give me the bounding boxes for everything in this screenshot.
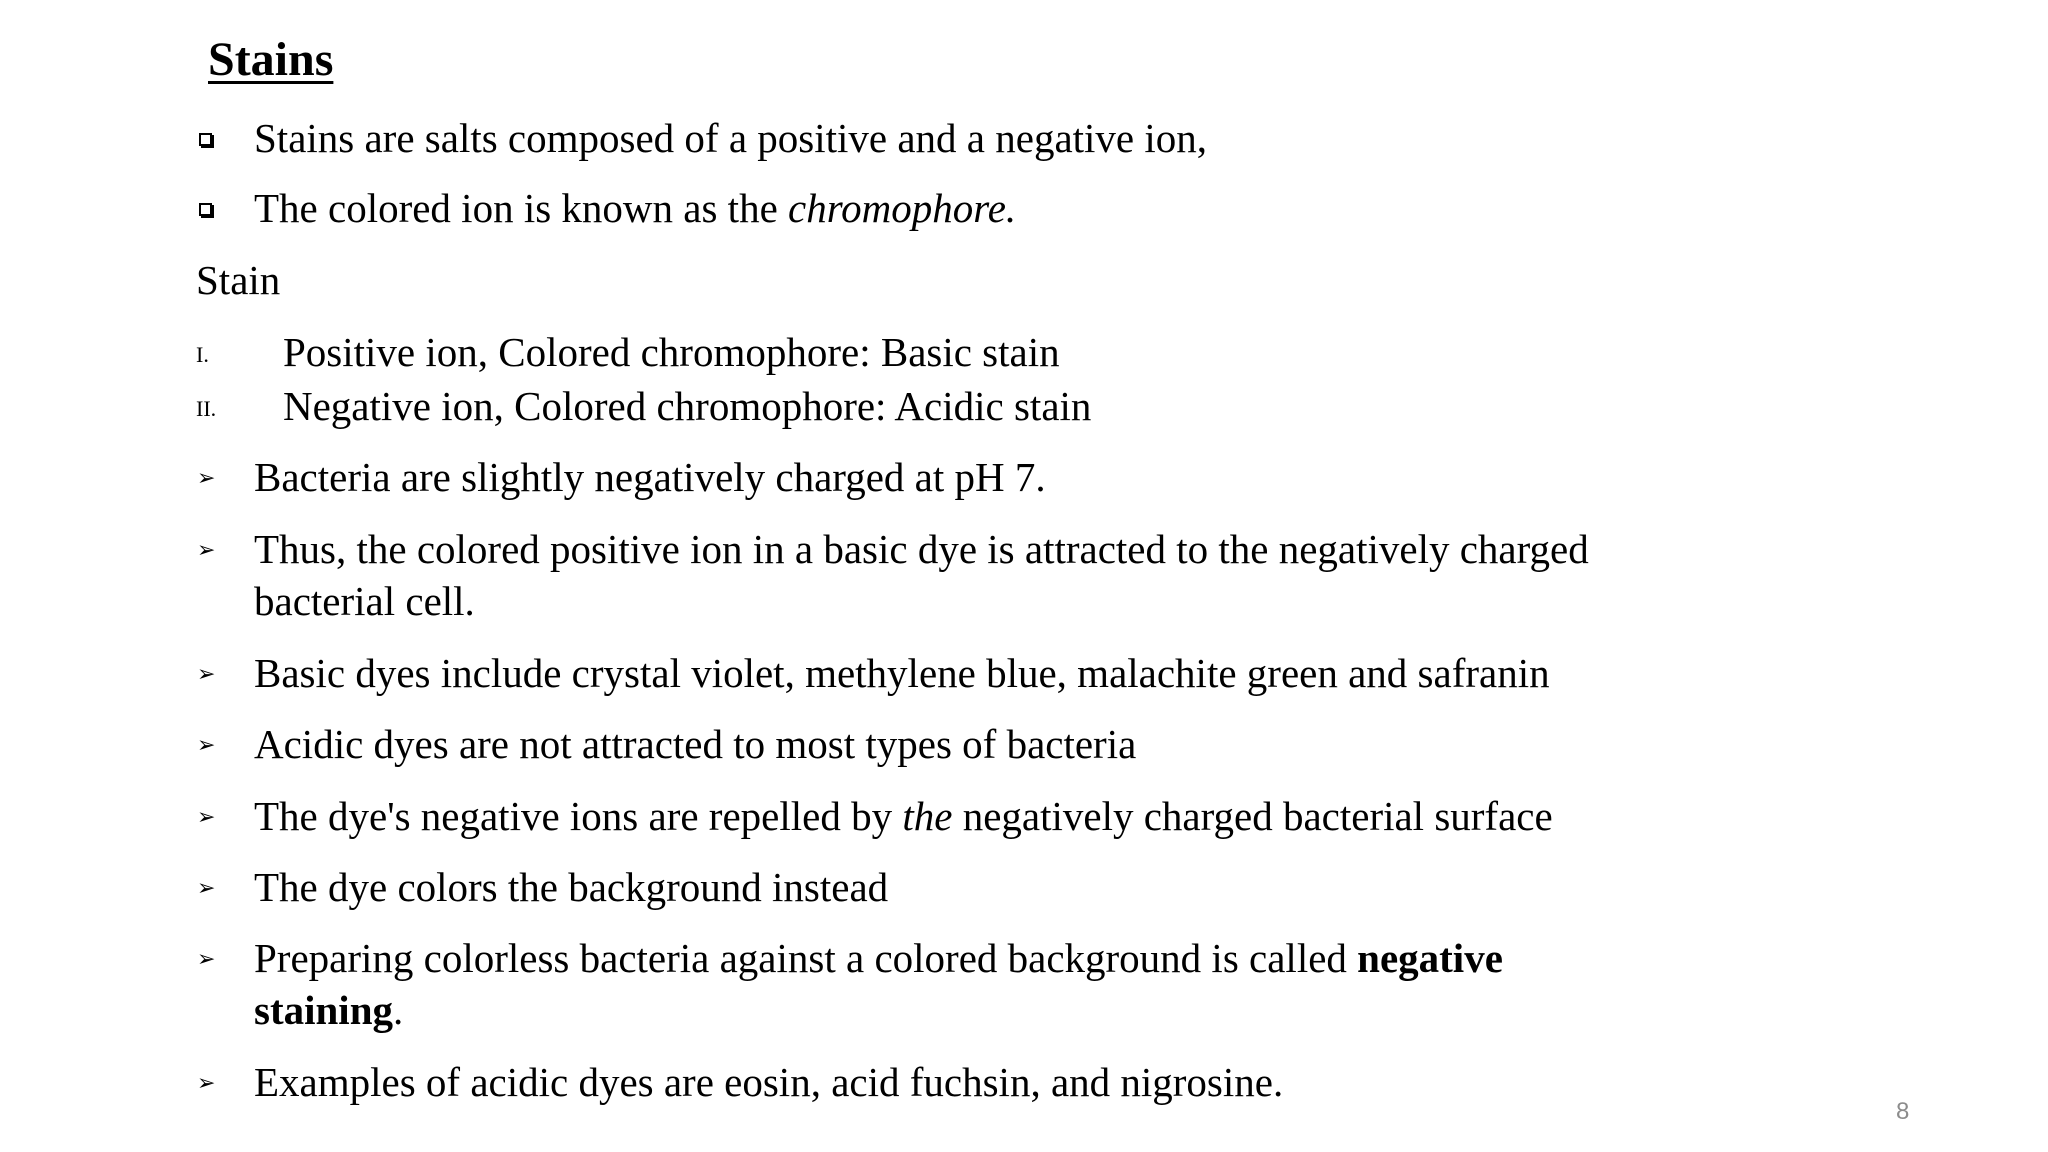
list-item-text: Examples of acidic dyes are eosin, acid fuchsin, and nigrosine. <box>254 1059 1284 1105</box>
arrow-bullet-icon: ➢ <box>197 947 216 972</box>
list-item-text: The dye colors the background instead <box>254 864 889 910</box>
list-item-text: bacterial cell. <box>254 578 475 624</box>
list-item-text: Acidic dyes are not attracted to most types of bacteria <box>254 721 1137 767</box>
page-number: 8 <box>1896 1098 1910 1125</box>
list-item-text: Thus, the colored positive ion in a basic dye is attracted to the negatively charged <box>254 526 1589 572</box>
roman-item-text: Positive ion, Colored chromophore: Basic stain <box>283 329 1060 375</box>
list-item-text: Bacteria are slightly negatively charged at pH 7. <box>254 454 1046 500</box>
list-item-text: Preparing colorless bacteria against a colored background is called negative <box>254 935 1503 981</box>
arrow-bullet-icon: ➢ <box>197 733 216 758</box>
list-item-text: The dye's negative ions are repelled by the negatively charged bacterial surface <box>254 793 1553 839</box>
negative-staining-term: negative <box>1357 935 1503 981</box>
slide-title: Stains <box>208 33 334 86</box>
chromophore-term: chromophore. <box>788 185 1017 231</box>
arrow-bullet-icon: ➢ <box>197 662 216 687</box>
roman-marker: I. <box>196 342 209 367</box>
slide: Stains Stains are salts composed of a positive and a negative ion, The colored ion is known as the chromophore. Stain I. Positive ion, Colored chromophore: Basic stain II. Negative ion, Colored chromophore: Acidic stain ➢ Bacteria are slightly negatively charged at pH 7. ➢ Thus, the colored positive ion in a basic dye is attracted to the negatively charged bacterial cell. ➢ Basic dyes include crystal violet, methylene blue, malachite green and safranin ➢ Acidic dyes are not attracted to most types of bacteria ➢ The dye's negative ions are repelled by the negatively charged bacterial surface ➢ The dye colors the background instead ➢ Preparing colorless bacteria against a colored background is called negative staining. ➢ Examples of acidic dyes are eosin, acid fuchsin, and nigrosine. 8 <box>0 0 2048 1152</box>
arrow-bullet-icon: ➢ <box>197 466 216 491</box>
roman-marker: II. <box>196 396 217 421</box>
arrow-bullet-icon: ➢ <box>197 876 216 901</box>
arrow-bullet-icon: ➢ <box>197 805 216 830</box>
square-bullet-icon <box>199 203 212 216</box>
list-item-text: staining. <box>254 987 404 1033</box>
square-bullet-icon <box>199 133 212 146</box>
list-item-text: Stains are salts composed of a positive and a negative ion, <box>254 115 1208 161</box>
list-item-text: Basic dyes include crystal violet, methylene blue, malachite green and safranin <box>254 650 1550 696</box>
arrow-bullet-icon: ➢ <box>197 538 216 563</box>
arrow-bullet-icon: ➢ <box>197 1071 216 1096</box>
roman-item-text: Negative ion, Colored chromophore: Acidic stain <box>283 383 1092 429</box>
list-item-text: The colored ion is known as the chromophore. <box>254 185 1017 231</box>
